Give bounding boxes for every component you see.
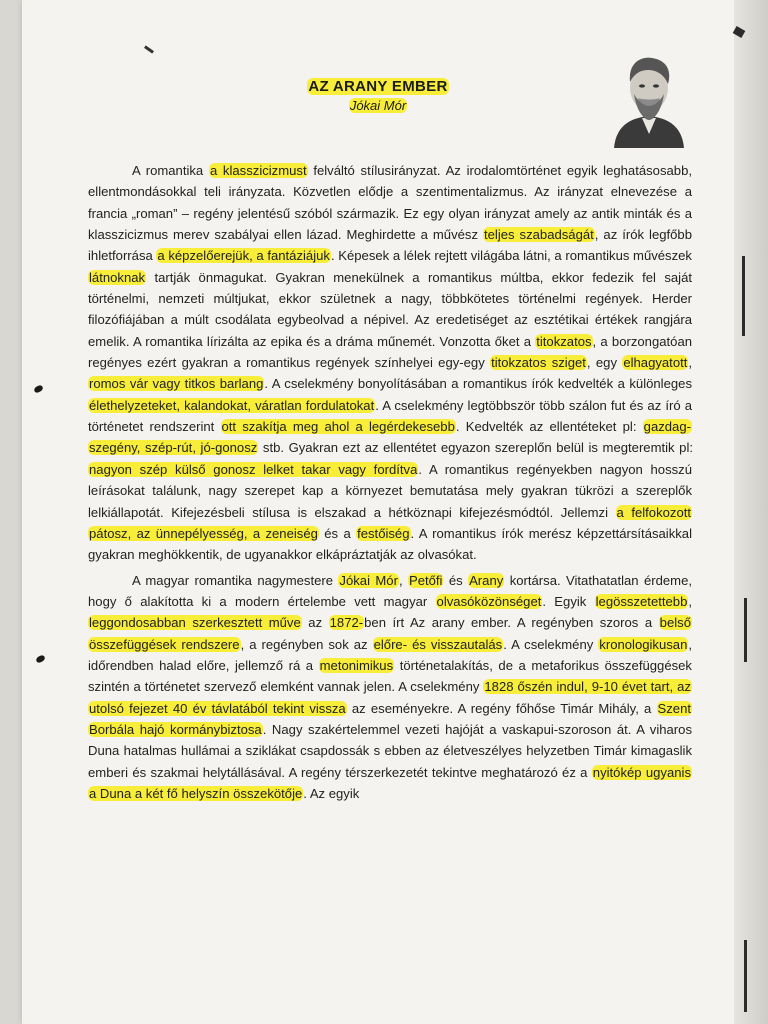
document-body: [88, 160, 692, 804]
text-run: , a borzongatóan regényes ezért gyakran a romantikus regények színhelyei egy-egy: [88, 333, 693, 371]
highlighted-text: a klasszicizmust: [209, 163, 307, 178]
highlighted-text: előre- és visszautalás: [373, 636, 503, 652]
text-run: . Nagy szakértelemmel vezeti hajóját a vaskapui-szoroson át. A viharos Duna hatalmas hullámai a sziklákat csapdossák s ebben az életveszélyes helyzetben Timár kimagaslik emberi és szakmai helytállásával. A regény térszerkezetét tekintve meghatározó éz a: [88, 721, 693, 780]
text-run: és a: [318, 525, 357, 541]
highlighted-text: nagyon szép külső gonosz lelket takar vagy fordítva: [89, 461, 418, 477]
highlighted-text: titokzatos sziget: [491, 355, 586, 371]
highlighted-text: 1828 őszén indul, 9-10 évet tart, az utolsó fejezet 40 év távlatából tekint vissza: [89, 679, 691, 716]
paragraph-1: [88, 160, 692, 566]
highlighted-text: a képzelőerejük, a fantáziájuk: [157, 248, 330, 264]
page-edge: [734, 0, 768, 1024]
highlighted-text: titokzatos: [536, 333, 592, 349]
highlighted-text: élethelyzeteket, kalandokat, váratlan fordulatokat: [89, 397, 375, 413]
document-author: Jókai Mór: [349, 98, 407, 113]
text-run: felváltó stílusirányzat. Az irodalomtörténet egyik leghatásosabb, ellentmondásokkal teli irányzata. Közvetlen elődje a szentimentalizmus. Az irányzat elnevezése a francia „roman” – regény jelentésű szóból származik. Ez egy olyan irányzat amely az antik minták és a klasszicizmus merev szabályai ellen lázad. Meghirdette a művész: [88, 163, 692, 243]
text-run: . A romantikus írók merész képzettársításaikkal gyakran meghökkentik, de ugyanakkor elkápráztatják az olvasókat.: [88, 525, 692, 563]
text-run: ,: [688, 355, 693, 371]
text-run: . Az egyik: [303, 785, 360, 801]
highlighted-text: ott szakítja meg ahol a legérdekesebb: [221, 419, 455, 435]
text-run: történetalakítás, de a metaforikus összefüggések szintén a történetet szervező elemként vannak jelen. A cselekmény: [88, 657, 692, 695]
text-run: stb. Gyakran ezt az ellentétet egyazon szereplőn belül is megteremtik pl:: [258, 440, 693, 456]
highlighted-text: leggondosabban szerkesztett műve: [89, 615, 301, 631]
highlighted-text: látnoknak: [89, 269, 146, 285]
text-run: , egy: [586, 355, 623, 371]
highlighted-text: Szent Borbála hajó kormánybiztosa: [89, 700, 691, 737]
text-run: . Kedvelték az ellentéteket pl:: [455, 419, 643, 435]
text-run: . A romantikus regényekben nagyon hosszú leírásokat találunk, nagy szerepet kap a környezet bemutatása mely gyakran tükrözi a szereplők lelkiállapotát. Kifejezésbeli stílusa is elszakad a hétköznapi kifejezésmódtól. Jellemzi: [88, 461, 693, 520]
document-title: AZ ARANY EMBER: [308, 78, 448, 95]
text-run: és: [443, 572, 469, 588]
edge-mark: [742, 256, 745, 336]
highlighted-text: a felfokozott pátosz, az ünnepélyesség, a zeneiség: [89, 504, 692, 541]
highlighted-text: festőiség: [357, 525, 410, 541]
highlighted-text: legösszetettebb: [595, 593, 688, 609]
highlighted-text: kronologikusan: [599, 636, 688, 652]
text-run: kortársa. Vitathatatlan érdeme, hogy ő alakította ki a modern értelembe vett magyar: [88, 572, 692, 609]
highlighted-text: gazdag-szegény, szép-rút, jó-gonosz: [89, 419, 691, 456]
ink-mark: [35, 654, 46, 663]
highlighted-text: 1872-: [329, 615, 364, 631]
text-run: . A cselekmény legtöbbször több szálon fut és az író a történetet rendszerint: [88, 397, 692, 435]
highlighted-text: romos vár vagy titkos barlang: [89, 376, 264, 392]
highlighted-text: belső összefüggések rendszere: [89, 615, 691, 652]
ink-mark: [33, 384, 44, 393]
text-run: , időrendben halad előre, jellemző rá a: [88, 636, 692, 673]
ink-mark: [144, 45, 154, 53]
text-run: A romantika: [132, 163, 209, 178]
text-run: ,: [688, 593, 692, 609]
text-run: . Egyik: [542, 593, 595, 609]
text-run: A magyar romantika nagymestere: [132, 572, 339, 588]
text-run: tartják önmagukat. Gyakran menekülnek a romantikus múltba, ekkor fedezik fel saját történelmi, nemzeti múltjukat, ekkor születnek a nagy, többkötetes történelmi regények. Herder filozófiájában a múlt csodálata egybeolvad a népivel. Az eredetiséget az esztétikai értékek rangjára emelik. A romantika lírizálta az epika és a dráma műnemét. Vonzotta őket a: [88, 269, 692, 349]
text-run: , a regényben sok az: [240, 636, 373, 652]
text-run: az eseményekre. A regény főhőse Timár Mihály, a: [346, 700, 657, 716]
edge-mark: [744, 598, 747, 662]
text-run: . Képesek a lélek rejtett világába látni, a romantikus művészek: [330, 248, 692, 264]
author-portrait-image: [608, 48, 690, 148]
text-run: az: [301, 615, 329, 631]
text-run: ben írt Az arany ember. A regényben szoros a: [364, 615, 659, 631]
edge-mark: [744, 940, 747, 1012]
highlighted-text: metonimikus: [319, 657, 394, 673]
text-run: ,: [398, 572, 408, 588]
text-run: . A cselekmény bonyolításában a romantikus írók kedvelték a különleges: [264, 376, 692, 392]
highlighted-text: elhagyatott: [623, 355, 688, 371]
highlighted-text: teljes szabadságát: [483, 227, 594, 243]
highlighted-text: nyitókép ugyanis a Duna a két fő helyszín összekötője: [89, 764, 691, 801]
document-page: [22, 0, 734, 1024]
text-run: . A cselekmény: [503, 636, 599, 652]
highlighted-text: Arany: [469, 572, 504, 588]
text-run: , az írók legfőbb ihletforrása: [88, 227, 692, 264]
paragraph-2: [88, 570, 692, 805]
highlighted-text: olvasóközönséget: [436, 593, 542, 609]
highlighted-text: Jókai Mór: [339, 572, 398, 588]
highlighted-text: Petőfi: [408, 572, 443, 588]
